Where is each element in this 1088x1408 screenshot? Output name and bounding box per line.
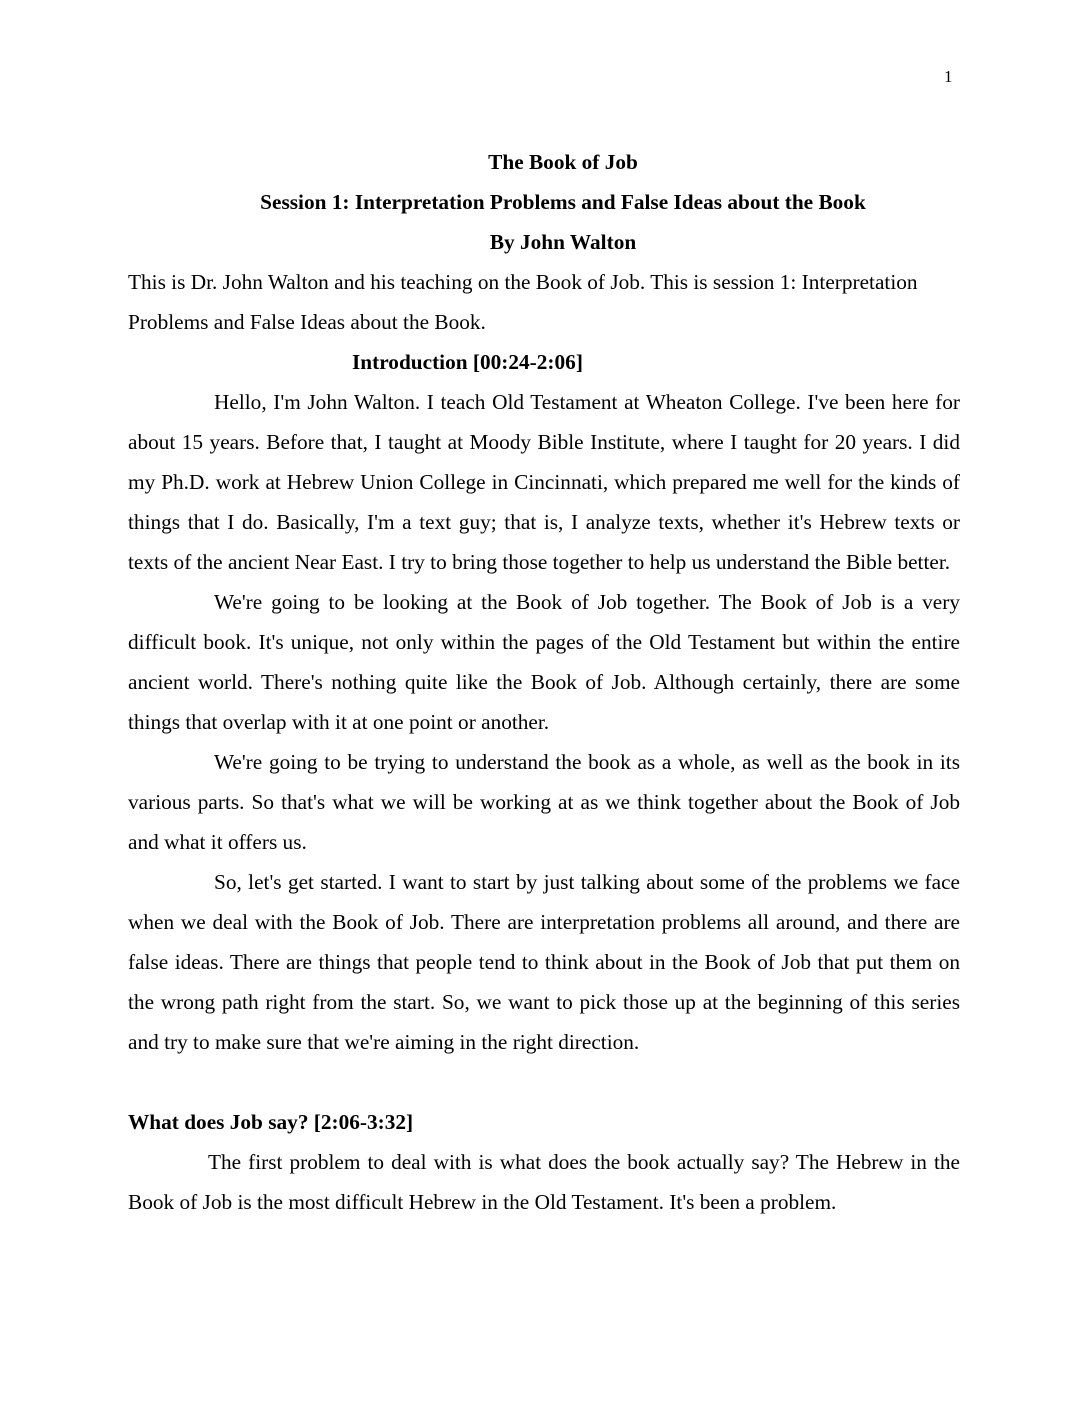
document-body	[128, 142, 960, 1222]
page-number: 1	[944, 67, 953, 86]
author-line: By John Walton	[489, 230, 637, 254]
session-subtitle: Session 1: Interpretation Problems and False Ideas about the Book	[260, 190, 866, 214]
section-heading-what-does-job-say: What does Job say? [2:06-3:32]	[128, 1110, 414, 1134]
body-paragraph: So, let's get started. I want to start by just talking about some of the problems we face when we deal with the Book of Job. There are interpretation problems all around, and there are false ideas. There are things that people tend to think about in the Book of Job that put them on the wrong path right from the start. So, we want to pick those up at the beginning of this series and try to make sure that we're aiming in the right direction.	[128, 870, 960, 1054]
body-paragraph: We're going to be looking at the Book of Job together. The Book of Job is a very difficult book. It's unique, not only within the pages of the Old Testament but within the entire ancient world. There's nothing quite like the Book of Job. Although certainly, there are some things that overlap with it at one point or another.	[128, 590, 960, 734]
intro-paragraph: This is Dr. John Walton and his teaching on the Book of Job. This is session 1: Interpretation Problems and False Ideas about the Book.	[128, 270, 918, 334]
body-paragraph: Hello, I'm John Walton. I teach Old Testament at Wheaton College. I've been here for about 15 years. Before that, I taught at Moody Bible Institute, where I taught for 20 years. I did my Ph.D. work at Hebrew Union College in Cincinnati, which prepared me well for the kinds of things that I do. Basically, I'm a text guy; that is, I analyze texts, whether it's Hebrew texts or texts of the ancient Near East. I try to bring those together to help us understand the Bible better.	[128, 390, 960, 574]
document-title: The Book of Job	[488, 150, 638, 174]
body-paragraph: We're going to be trying to understand the book as a whole, as well as the book in its various parts. So that's what we will be working at as we think together about the Book of Job and what it offers us.	[128, 750, 960, 854]
section-heading-introduction: Introduction [00:24-2:06]	[352, 350, 583, 374]
body-paragraph: The first problem to deal with is what does the book actually say? The Hebrew in the Book of Job is the most difficult Hebrew in the Old Testament. It's been a problem.	[128, 1150, 960, 1214]
